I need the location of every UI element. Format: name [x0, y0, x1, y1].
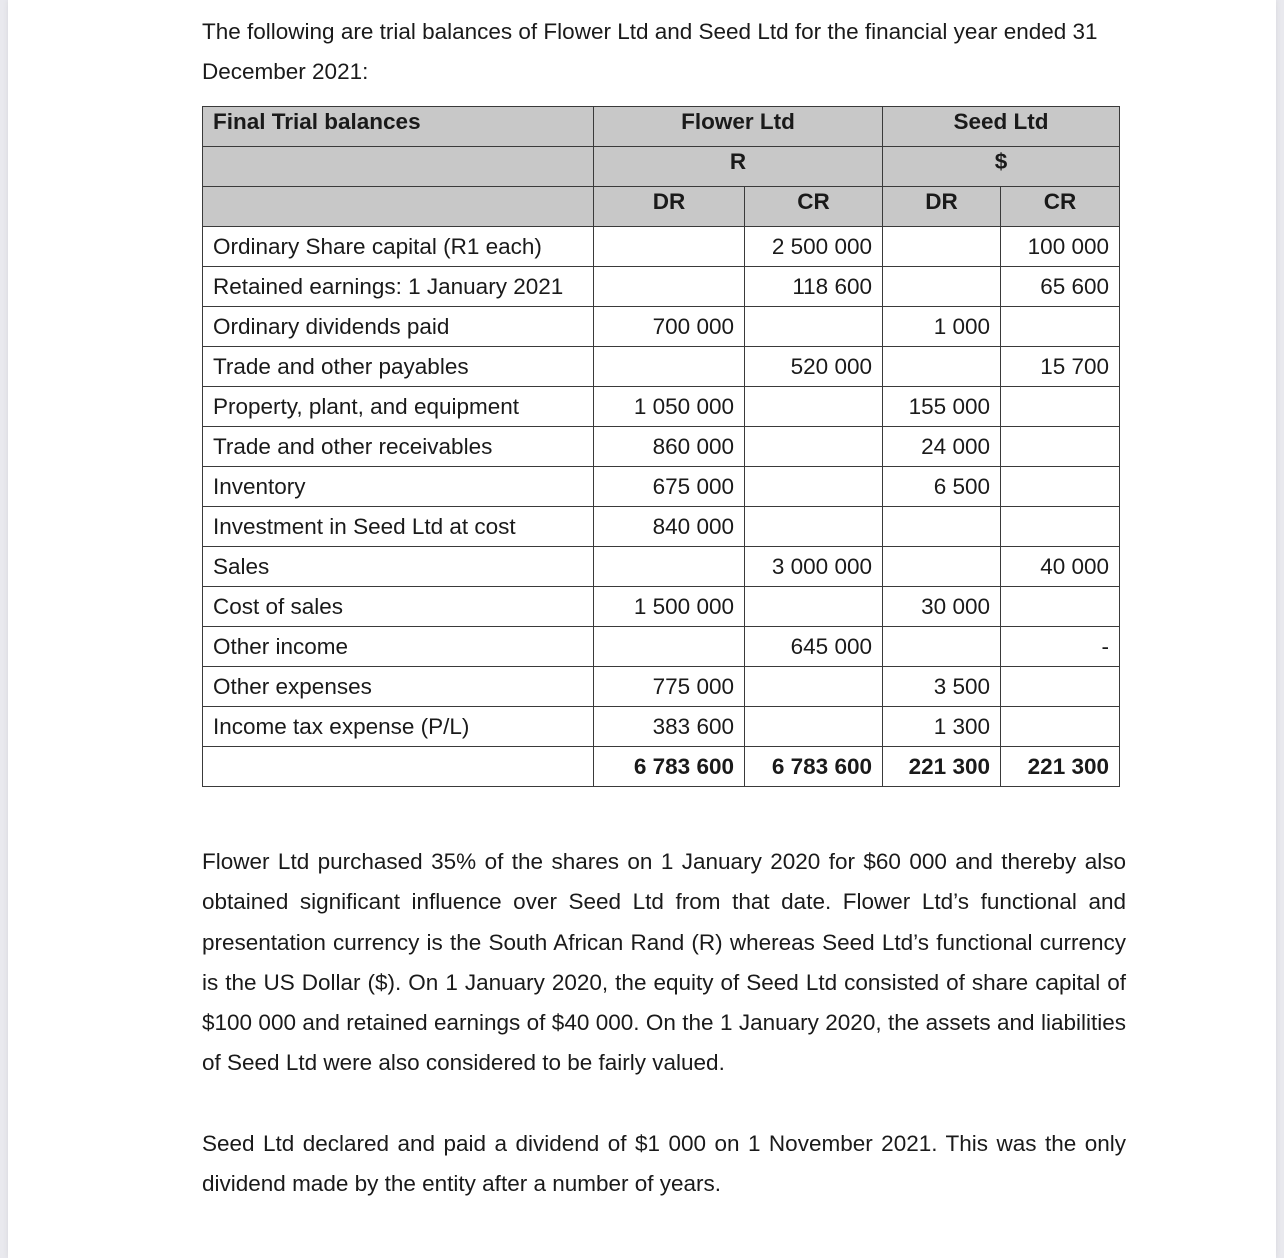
flower-dr-heading: DR — [594, 187, 745, 227]
flower-dr-cell: 675 000 — [594, 467, 745, 507]
flower-dr-cell: 775 000 — [594, 667, 745, 707]
seed-cr-cell — [1001, 307, 1120, 347]
flower-currency: R — [594, 147, 883, 187]
seed-dr-cell — [883, 227, 1001, 267]
seed-cr-total: 221 300 — [1001, 747, 1120, 787]
seed-dr-cell: 3 500 — [883, 667, 1001, 707]
seed-cr-cell — [1001, 667, 1120, 707]
paragraph-dividend: Seed Ltd declared and paid a dividend of $1 000 on 1 November 2021. This was the only dividend made by the entity after a number of years. — [202, 1131, 1126, 1197]
header-blank — [203, 147, 594, 187]
seed-cr-cell: - — [1001, 627, 1120, 667]
flower-cr-cell — [745, 507, 883, 547]
table-row — [203, 387, 1120, 427]
intro-text: The following are trial balances of Flower Ltd and Seed Ltd for the financial year ended 31 December 2021: — [202, 19, 1098, 84]
header-row-currency — [203, 147, 1120, 187]
row-label: Retained earnings: 1 January 2021 — [203, 267, 594, 307]
row-label: Income tax expense (P/L) — [203, 707, 594, 747]
flower-dr-cell: 700 000 — [594, 307, 745, 347]
row-label: Ordinary dividends paid — [203, 307, 594, 347]
table-title: Final Trial balances — [203, 107, 594, 147]
seed-currency: $ — [883, 147, 1120, 187]
header-row-company — [203, 107, 1120, 147]
table-row — [203, 707, 1120, 747]
flower-cr-cell — [745, 467, 883, 507]
flower-cr-cell — [745, 667, 883, 707]
trial-balance-table — [202, 106, 1120, 787]
flower-ltd-heading: Flower Ltd — [594, 107, 883, 147]
row-label: Trade and other payables — [203, 347, 594, 387]
seed-cr-cell — [1001, 467, 1120, 507]
flower-cr-cell: 2 500 000 — [745, 227, 883, 267]
seed-cr-cell — [1001, 707, 1120, 747]
row-label: Trade and other receivables — [203, 427, 594, 467]
row-label: Investment in Seed Ltd at cost — [203, 507, 594, 547]
flower-cr-total: 6 783 600 — [745, 747, 883, 787]
table-row — [203, 467, 1120, 507]
flower-cr-cell — [745, 707, 883, 747]
seed-dr-total: 221 300 — [883, 747, 1001, 787]
flower-dr-cell: 1 500 000 — [594, 587, 745, 627]
seed-cr-cell: 15 700 — [1001, 347, 1120, 387]
header-blank — [203, 187, 594, 227]
totals-label — [203, 747, 594, 787]
flower-cr-cell: 520 000 — [745, 347, 883, 387]
seed-cr-cell: 100 000 — [1001, 227, 1120, 267]
flower-dr-cell: 840 000 — [594, 507, 745, 547]
table-row — [203, 507, 1120, 547]
seed-dr-cell — [883, 507, 1001, 547]
flower-dr-cell — [594, 547, 745, 587]
seed-dr-cell — [883, 627, 1001, 667]
flower-dr-cell: 1 050 000 — [594, 387, 745, 427]
flower-cr-cell — [745, 307, 883, 347]
seed-dr-cell: 1 000 — [883, 307, 1001, 347]
flower-cr-cell — [745, 427, 883, 467]
flower-cr-heading: CR — [745, 187, 883, 227]
seed-cr-heading: CR — [1001, 187, 1120, 227]
seed-dr-heading: DR — [883, 187, 1001, 227]
table-row — [203, 347, 1120, 387]
seed-dr-cell: 6 500 — [883, 467, 1001, 507]
seed-dr-cell: 30 000 — [883, 587, 1001, 627]
table-row — [203, 267, 1120, 307]
seed-ltd-heading: Seed Ltd — [883, 107, 1120, 147]
flower-dr-total: 6 783 600 — [594, 747, 745, 787]
seed-dr-cell: 24 000 — [883, 427, 1001, 467]
flower-dr-cell — [594, 347, 745, 387]
table-row — [203, 667, 1120, 707]
row-label: Ordinary Share capital (R1 each) — [203, 227, 594, 267]
row-label: Inventory — [203, 467, 594, 507]
header-row-drcr — [203, 187, 1120, 227]
totals-row — [203, 747, 1120, 787]
flower-dr-cell: 860 000 — [594, 427, 745, 467]
row-label: Sales — [203, 547, 594, 587]
seed-cr-cell — [1001, 387, 1120, 427]
seed-dr-cell — [883, 547, 1001, 587]
table-row — [203, 307, 1120, 347]
flower-dr-cell: 383 600 — [594, 707, 745, 747]
flower-dr-cell — [594, 627, 745, 667]
flower-cr-cell — [745, 387, 883, 427]
row-label: Other income — [203, 627, 594, 667]
seed-cr-cell: 40 000 — [1001, 547, 1120, 587]
flower-cr-cell: 645 000 — [745, 627, 883, 667]
seed-cr-cell: 65 600 — [1001, 267, 1120, 307]
row-label: Cost of sales — [203, 587, 594, 627]
table-row — [203, 227, 1120, 267]
flower-dr-cell — [594, 227, 745, 267]
seed-dr-cell — [883, 347, 1001, 387]
flower-cr-cell: 3 000 000 — [745, 547, 883, 587]
table-row — [203, 627, 1120, 667]
table-row — [203, 427, 1120, 467]
flower-dr-cell — [594, 267, 745, 307]
seed-dr-cell: 155 000 — [883, 387, 1001, 427]
flower-cr-cell: 118 600 — [745, 267, 883, 307]
row-label: Other expenses — [203, 667, 594, 707]
paragraph-acquisition: Flower Ltd purchased 35% of the shares on 1 January 2020 for $60 000 and thereby also obtained significant influence over Seed Ltd from that date. Flower Ltd’s functional and presentation currency is the South African Rand (R) whereas Seed Ltd’s functional currency is the US Dollar ($). On 1 January 2020, the equity of Seed Ltd consisted of share capital of $100 000 and retained earnings of $40 000. On the 1 January 2020, the assets and liabilities of Seed Ltd were also considered to be fairly valued. — [202, 849, 1126, 1076]
row-label: Property, plant, and equipment — [203, 387, 594, 427]
seed-cr-cell — [1001, 507, 1120, 547]
seed-dr-cell: 1 300 — [883, 707, 1001, 747]
table-row — [203, 587, 1120, 627]
flower-cr-cell — [745, 587, 883, 627]
seed-cr-cell — [1001, 427, 1120, 467]
seed-cr-cell — [1001, 587, 1120, 627]
table-row — [203, 547, 1120, 587]
seed-dr-cell — [883, 267, 1001, 307]
